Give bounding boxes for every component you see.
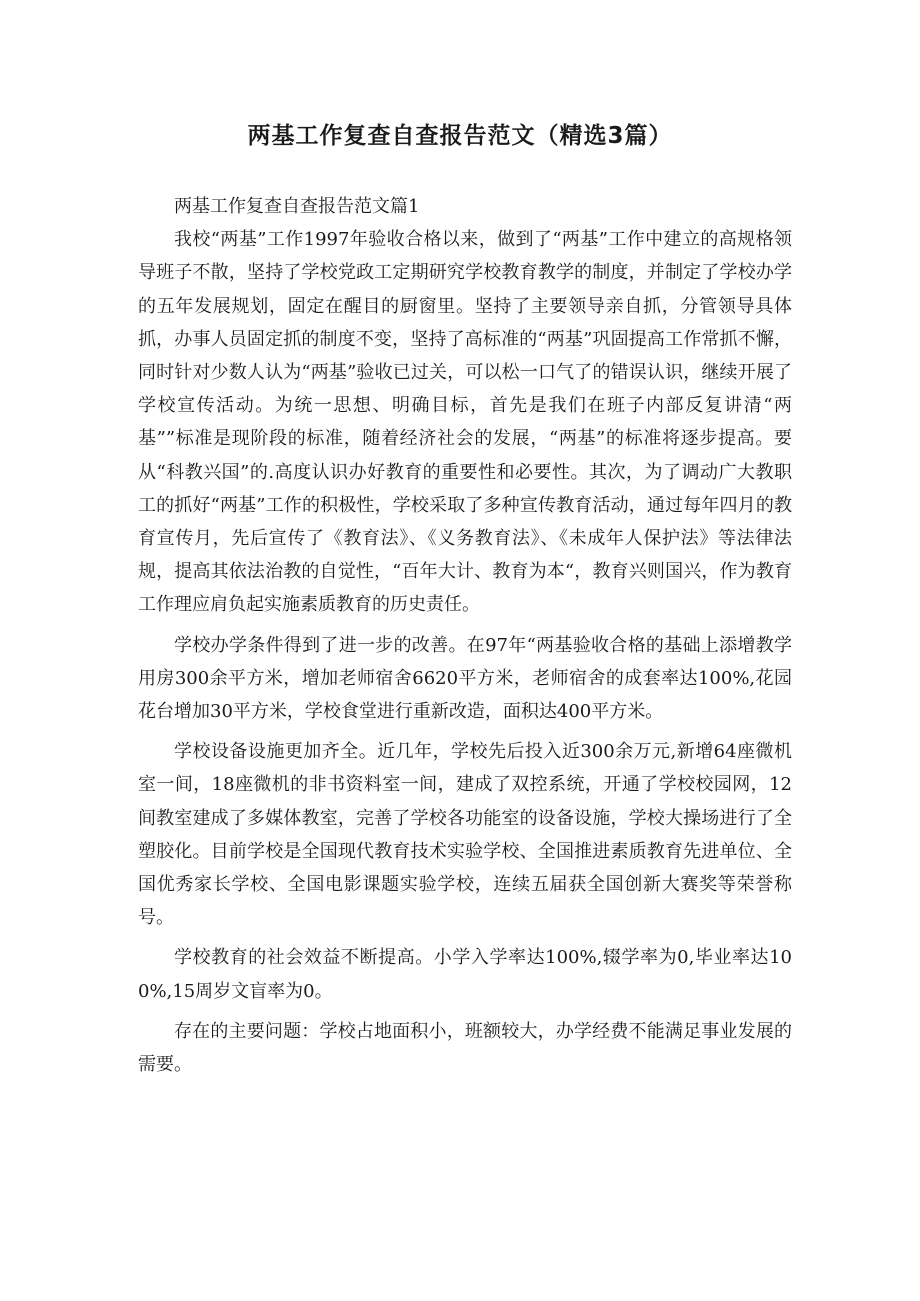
paragraph-school-conditions: 学校办学条件得到了进一步的改善。在97年“两基验收合格的基础上添增教学用房300余平方米，增加老师宿舍6620平方米，老师宿舍的成套率达100%,花园花台增加30平方米，学校食堂进行重新改造，面积达400平方米。 [138, 634, 792, 723]
paragraph-consolidation-work: 我校“两基”工作1997年验收合格以来，做到了“两基”工作中建立的高规格领导班子不散，坚持了学校党政工定期研究学校教育教学的制度，并制定了学校办学的五年发展规划，固定在醒目的厨窗里。坚持了主要领导亲自抓，分管领导具体抓，办事人员固定抓的制度不变，坚持了高标准的“两基”巩固提高工作常抓不懈，同时针对少数人认为“两基”验收已过关，可以松一口气了的错误认识，继续开展了学校宣传活动。为统一思想、明确目标，首先是我们在班子内部反复讲清“两基””标准是现阶段的标准，随着经济社会的发展，“两基”的标准将逐步提高。要从“科教兴国”的.高度认识办好教育的重要性和必要性。其次，为了调动广大教职工的抓好“两基”工作的积极性，学校采取了多种宣传教育活动，通过每年四月的教育宣传月，先后宣传了《教育法》、《义务教育法》、《未成年人保护法》等法律法规，提高其依法治教的自觉性，“百年大计、教育为本“，教育兴则国兴，作为教育工作理应肩负起实施素质教育的历史责任。 [138, 229, 792, 616]
paragraph-main-problems: 存在的主要问题：学校占地面积小，班额较大，办学经费不能满足事业发展的需要。 [138, 1020, 792, 1076]
document-body [138, 190, 792, 1081]
document-title: 两基工作复查自查报告范文（精选3篇） [247, 123, 673, 149]
section-heading: 两基工作复查自查报告范文篇1 [174, 196, 420, 217]
paragraph-equipment-facilities: 学校设备设施更加齐全。近几年，学校先后投入近300余万元,新增64座微机室一间，18座微机的非书资料室一间，建成了双控系统，开通了学校校园网，12间教室建成了多媒体教室，完善了学校各功能室的设备设施，学校大操场进行了全塑胶化。目前学校是全国现代教育技术实验学校、全国推进素质教育先进单位、全国优秀家长学校、全国电影课题实验学校，连续五届获全国创新大赛奖等荣誉称号。 [138, 741, 792, 929]
paragraph-social-benefits: 学校教育的社会效益不断提高。小学入学率达100%,辍学率为0,毕业率达100%,15周岁文盲率为0。 [138, 947, 792, 1002]
